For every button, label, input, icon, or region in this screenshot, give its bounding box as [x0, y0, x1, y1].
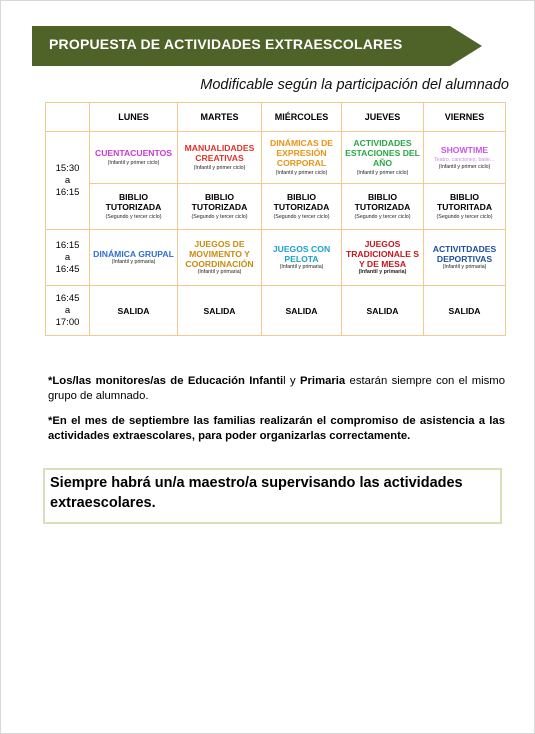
activity-note: (Infantil y primaria) [111, 259, 156, 265]
activity-title: SHOWTIME [440, 144, 489, 155]
activity-cell [262, 230, 342, 286]
activity-title: DINÁMICAS DE EXPRESIÓN CORPORAL [269, 138, 334, 168]
activity-title: BIBLIO TUTORIZADA [273, 192, 330, 212]
activity-note: (Infantil y primaria) [358, 269, 407, 275]
activity-title: JUEGOS CON PELOTA [272, 244, 331, 264]
activity-cell [90, 132, 178, 184]
salida-cell: SALIDA [342, 286, 424, 336]
note-part: Primaria [300, 375, 346, 387]
activity-title: DINÁMICA GRUPAL [93, 249, 174, 259]
activity-note: (Infantil y primaria) [442, 264, 487, 270]
activity-cell [90, 230, 178, 286]
time-cell [46, 230, 90, 286]
activity-note: (Infantil y primaria) [197, 269, 242, 275]
table-header-row [46, 103, 506, 132]
activity-note: (Segundo y tercer ciclo) [436, 214, 493, 220]
activity-note: (Segundo y tercer ciclo) [273, 214, 330, 220]
salida-cell: SALIDA [178, 286, 262, 336]
activity-title: BIBLIO TUTORITADA [436, 192, 493, 212]
activity-title: JUEGOS TRADICIONALE S Y DE MESA [345, 239, 420, 269]
time-cell [46, 286, 90, 336]
activity-cell [178, 230, 262, 286]
table-row [46, 132, 506, 184]
activity-cell [178, 184, 262, 230]
day-header: LUNES [90, 103, 178, 132]
activity-cell [424, 230, 506, 286]
note-part: l y [283, 375, 300, 387]
day-header: MIÉRCOLES [262, 103, 342, 132]
page-subtitle: Modificable según la participación del alumnado [200, 77, 509, 93]
activity-title: CUENTACUENTOS [94, 148, 173, 158]
time-end: 16:15 [55, 186, 80, 198]
time-start: 16:15 [55, 239, 80, 251]
activity-cell [262, 132, 342, 184]
activity-cell [424, 184, 506, 230]
activity-cell [342, 184, 424, 230]
activity-note: (Infantil y primer ciclo) [107, 160, 160, 166]
activity-title: ACTIVIDADES ESTACIONES DEL AÑO [345, 138, 420, 168]
activity-title: BIBLIO TUTORIZADA [354, 192, 411, 212]
day-header: MARTES [178, 103, 262, 132]
activity-title: ACTIVITDADES DEPORTIVAS [432, 244, 497, 264]
table-row [46, 286, 506, 336]
activity-note: (Infantil y primer ciclo) [193, 165, 246, 171]
activity-note: (Segundo y tercer ciclo) [105, 214, 162, 220]
supervision-box: Siempre habrá un/a maestro/a supervisando las actividades extraescolares. [43, 468, 502, 524]
salida-cell: SALIDA [424, 286, 506, 336]
title-banner [32, 26, 482, 66]
day-header: VIERNES [424, 103, 506, 132]
schedule-table [45, 102, 506, 336]
activity-cell [342, 230, 424, 286]
activity-note: (Infantil y primer ciclo) [438, 163, 491, 170]
activity-note: (Infantil y primaria) [279, 264, 324, 270]
time-cell [46, 132, 90, 230]
salida-cell: SALIDA [262, 286, 342, 336]
note-part: *Los/las monitores/as de Educación Infanti [48, 375, 284, 387]
time-start: 15:30 [55, 162, 80, 174]
activity-note: (Segundo y tercer ciclo) [354, 214, 411, 220]
day-header: JUEVES [342, 103, 424, 132]
activity-extra: Teatro, canciones, baile… [434, 156, 495, 163]
activity-cell [424, 132, 506, 184]
activity-title: BIBLIO TUTORIZADA [191, 192, 248, 212]
table-row [46, 184, 506, 230]
activity-note: (Infantil y primer ciclo) [275, 170, 328, 176]
time-end: 16:45 [55, 263, 80, 275]
note-septiembre: *En el mes de septiembre las familias realizarán el compromiso de asistencia a las actividades extraescolares, para poder organizarlas correctamente. [48, 415, 505, 442]
note-part: estarán siempre con el mismo grupo de alumnado. [48, 375, 506, 402]
activity-cell [90, 184, 178, 230]
activity-cell [178, 132, 262, 184]
page-title: PROPUESTA DE ACTIVIDADES EXTRAESCOLARES [49, 36, 403, 52]
time-start: 16:45 [55, 292, 80, 304]
activity-note: (Infantil y primer ciclo) [356, 170, 409, 176]
time-end: 17:00 [55, 316, 80, 328]
time-sep: a [64, 251, 71, 263]
time-sep: a [64, 174, 71, 186]
salida-cell: SALIDA [90, 286, 178, 336]
time-sep: a [64, 304, 71, 316]
activity-cell [342, 132, 424, 184]
activity-title: BIBLIO TUTORIZADA [105, 192, 162, 212]
activity-title: JUEGOS DE MOVIMENTO Y COORDINACIÓN [185, 239, 254, 269]
activity-note: (Segundo y tercer ciclo) [191, 214, 248, 220]
activity-cell [262, 184, 342, 230]
note-monitores [48, 374, 505, 404]
header-corner-cell [46, 103, 90, 132]
table-row [46, 230, 506, 286]
activity-title: MANUALIDADES CREATIVAS [184, 143, 255, 163]
